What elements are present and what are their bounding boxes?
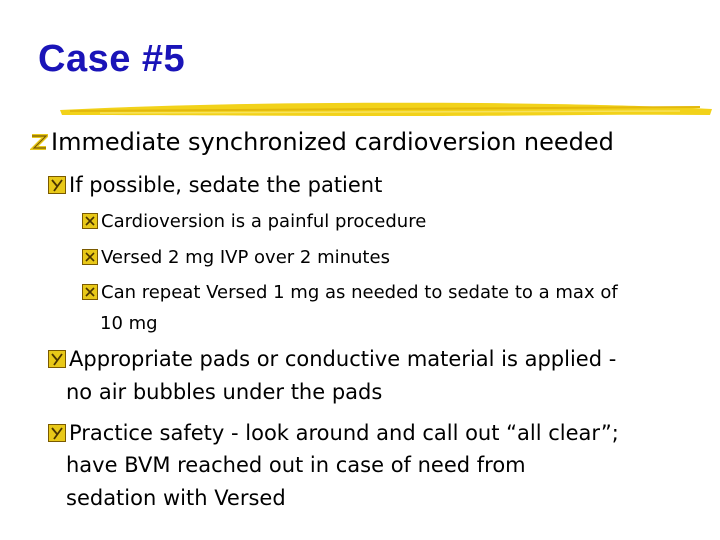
bullet-item-3 (82, 282, 618, 303)
x-bullet-icon (82, 213, 98, 229)
bullet-sub3-continued-2: sedation with Versed (66, 486, 286, 510)
x-bullet-icon (82, 284, 98, 300)
bullet-sub2-continued: no air bubbles under the pads (66, 380, 383, 404)
title-underline (60, 98, 715, 120)
bullet-item-3-text: Can repeat Versed 1 mg as needed to sedate to a max of (101, 282, 618, 303)
bullet-item-1 (82, 211, 426, 232)
bullet-sub3 (48, 421, 619, 445)
bullet-sub2 (48, 347, 616, 371)
x-bullet-icon (82, 249, 98, 265)
y-bullet-icon (48, 350, 66, 368)
bullet-sub1 (48, 173, 382, 197)
bullet-item-3-continued: 10 mg (100, 313, 158, 334)
slide-title: Case #5 (38, 38, 186, 80)
bullet-main (30, 128, 614, 156)
y-bullet-icon (48, 424, 66, 442)
z-bullet-icon (30, 132, 48, 152)
bullet-sub2-text: Appropriate pads or conductive material is applied - (69, 347, 617, 371)
bullet-item-2-text: Versed 2 mg IVP over 2 minutes (101, 247, 390, 268)
bullet-main-text: Immediate synchronized cardioversion needed (51, 128, 614, 156)
bullet-sub1-text: If possible, sedate the patient (69, 173, 383, 197)
bullet-item-1-text: Cardioversion is a painful procedure (101, 211, 427, 232)
bullet-sub3-continued-1: have BVM reached out in case of need from (66, 453, 526, 477)
y-bullet-icon (48, 176, 66, 194)
bullet-sub3-text: Practice safety - look around and call out “all clear”; (69, 421, 619, 445)
bullet-item-2 (82, 247, 390, 268)
